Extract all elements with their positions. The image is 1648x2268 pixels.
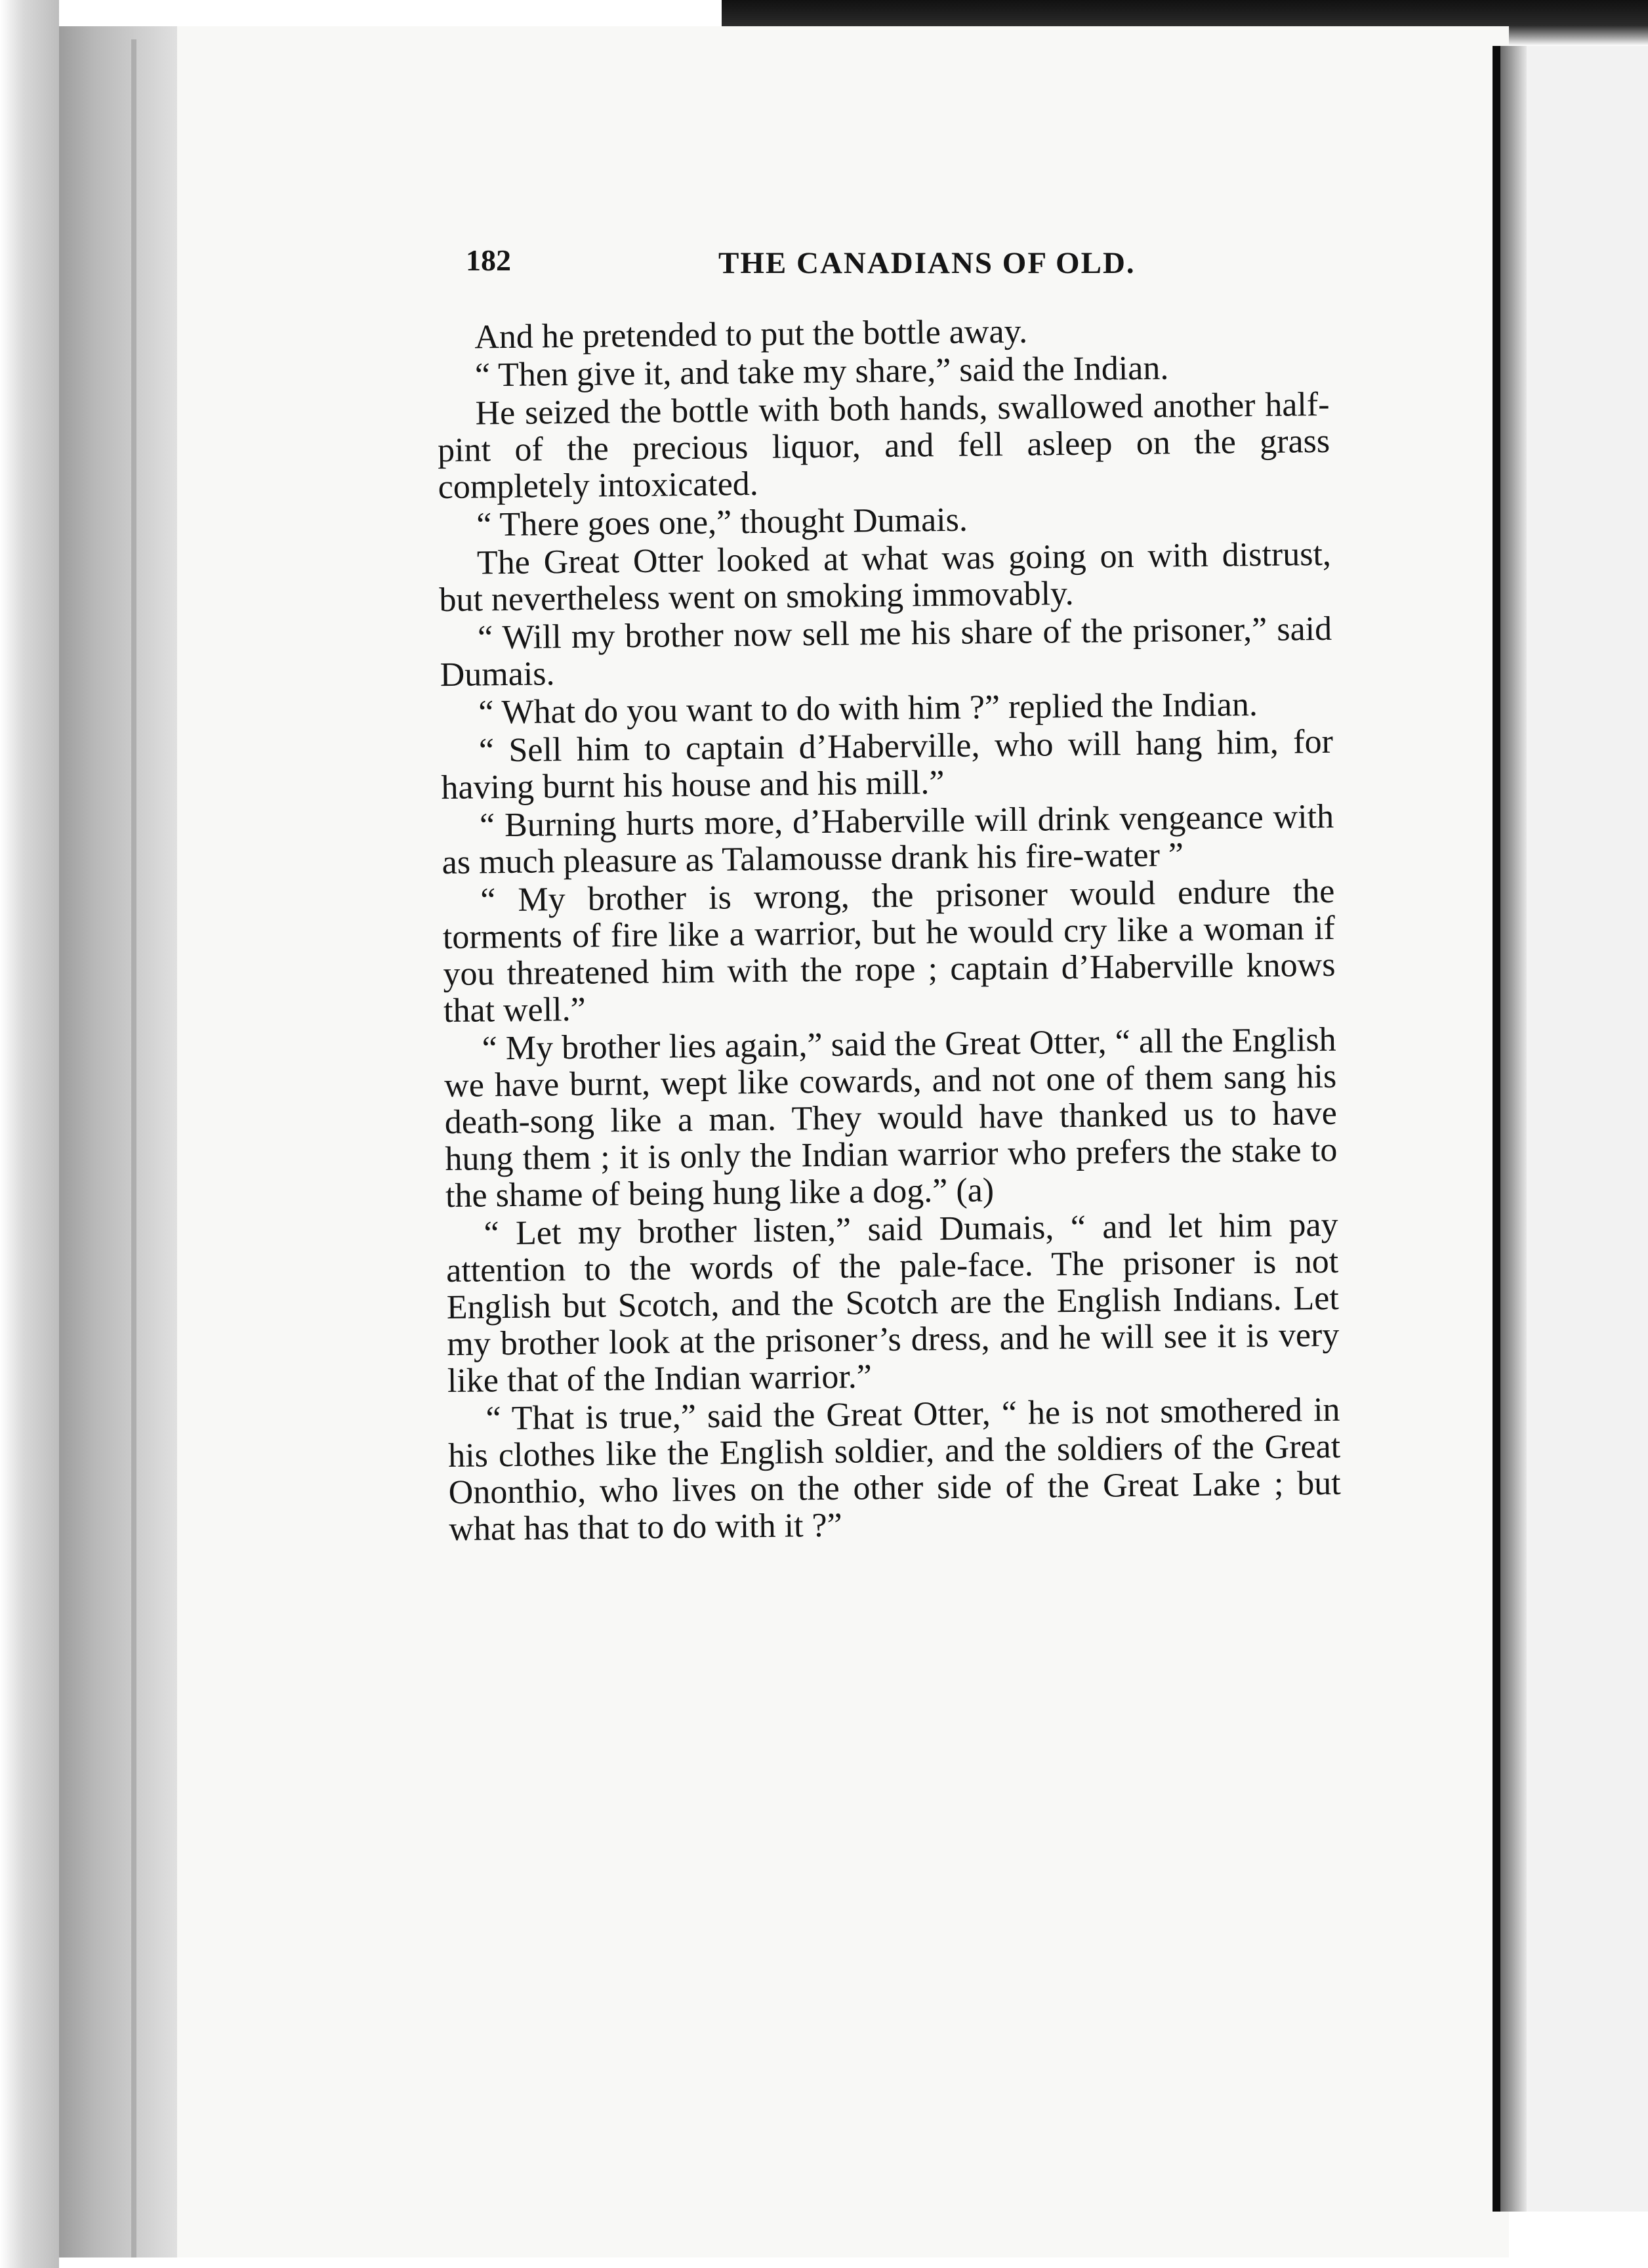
stacked-page-edges	[59, 26, 177, 2258]
paragraph: “ That is true,” said the Great Otter, “ he is not smothered in his clothes like the English soldier, and the soldiers of the Great Ononthio, who lives on the other side of the Great Lake ; but what has that to do with it ?”	[447, 1391, 1341, 1549]
paragraph: “ Sell him to captain d’Haberville, who will hang him, for having burnt his house and his mill.”	[441, 723, 1334, 807]
gutter-shadow	[1500, 46, 1527, 2212]
paragraph: “ Burning hurts more, d’Haberville will drink vengeance with as much pleasure as Talamousse drank his fire-water ”	[442, 797, 1334, 882]
facing-page-edge	[1527, 46, 1648, 2212]
page-body-text	[436, 310, 1342, 1549]
paragraph: “ My brother is wrong, the prisoner would endure the torments of fire like a warrior, but he would cry like a woman if you threatened him with the rope ; captain d’Haberville knows that well.”	[442, 872, 1336, 1030]
paragraph: “ There goes one,” thought Dumais.	[476, 501, 968, 544]
paragraph: “ Then give it, and take my share,” said the Indian.	[474, 349, 1169, 394]
running-head	[466, 243, 1332, 295]
page-number: 182	[466, 243, 511, 277]
paragraph: The Great Otter looked at what was going on with distrust, but nevertheless went on smoking immovably.	[439, 535, 1332, 620]
paragraph: And he pretended to put the bottle away.	[474, 312, 1028, 356]
paragraph: “ Will my brother now sell me his share of the prisoner,” said Dumais.	[440, 610, 1332, 694]
paragraph: “ Let my brother listen,” said Dumais, “ and let him pay attention to the words of the pale-face. The prisoner is not English but Scotch, and the Scotch are the English Indians. Let my brother look at the prisoner’s dress, and he will see it is very like that of the Indian warrior.”	[445, 1206, 1340, 1400]
paragraph: He seized the bottle with both hands, swallowed another half-pint of the precious liquor, and fell asleep on the grass completely intoxicated.	[437, 385, 1330, 507]
book-gutter	[1493, 46, 1500, 2212]
scan-border-left	[0, 0, 59, 2268]
page-edge-shadow	[131, 39, 136, 2258]
running-title: THE CANADIANS OF OLD.	[718, 246, 1136, 280]
paragraph: “ My brother lies again,” said the Great Otter, “ all the English we have burnt, wept like cowards, and not one of them sang his death-song like a man. They would have thanked us to have hung them ; it is only the Indian warrior who prefers the stake to the shame of being hung like a dog.” (a)	[443, 1020, 1338, 1215]
paragraph: “ What do you want to do with him ?” replied the Indian.	[478, 686, 1258, 732]
